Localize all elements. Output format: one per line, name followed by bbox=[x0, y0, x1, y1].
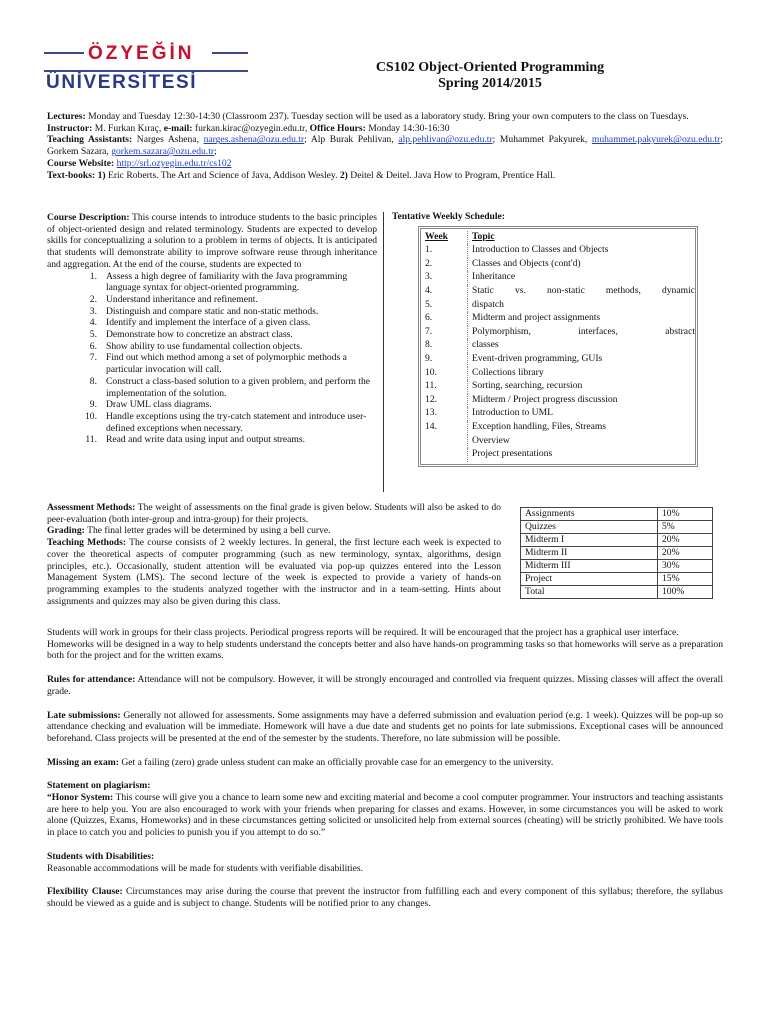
office-hours: Monday 14:30-16:30 bbox=[365, 122, 450, 134]
objective-number: 6. bbox=[89, 340, 97, 352]
textbook-number: 2) bbox=[339, 169, 348, 181]
grade-item: Midterm II bbox=[521, 547, 658, 560]
schedule-row bbox=[421, 244, 695, 258]
policies bbox=[47, 627, 723, 910]
missing-paragraph bbox=[47, 757, 723, 769]
schedule-row bbox=[421, 353, 695, 367]
objectives-list bbox=[71, 271, 377, 447]
plagiarism-text: This course will give you a chance to learn some new and exciting material and become a cool computer programmer. Your instructors and teaching assistants are here to help you. You are also encouraged to work with your friends when preparing for classes and exams. However, in some circumstances you will be asked to work alone (Quizzes, Exams, Homeworks) and in these circumstances getting solicited or unsolicited help from external sources (cheating) will be strictly prohibited. We have tools in place to catch you and policies to punish you if you attempt to do so.” bbox=[47, 792, 723, 839]
schedule-week: 4. bbox=[421, 285, 468, 299]
course-description bbox=[47, 212, 377, 446]
objective-item bbox=[71, 411, 377, 434]
textbooks-line bbox=[47, 170, 723, 182]
schedule-week: 9. bbox=[421, 353, 468, 367]
grade-item: Total bbox=[521, 586, 658, 599]
objective-number: 8. bbox=[89, 375, 97, 387]
grade-percent: 15% bbox=[658, 573, 713, 586]
objective-text: Show ability to use fundamental collection objects. bbox=[106, 340, 303, 352]
schedule-topic: dispatch bbox=[472, 298, 504, 310]
objective-item bbox=[71, 271, 377, 294]
schedule-topic: Overview bbox=[472, 434, 510, 446]
schedule-topic: Exception handling, Files, Streams bbox=[472, 421, 607, 433]
ta-email-link[interactable]: muhammet.pakyurek@ozu.edu.tr bbox=[591, 134, 721, 146]
grade-item: Assignments bbox=[521, 508, 658, 521]
schedule-table bbox=[418, 226, 698, 467]
schedule-title: Tentative Weekly Schedule: bbox=[392, 211, 505, 222]
objective-number: 5. bbox=[89, 329, 97, 341]
schedule-topic: Inheritance bbox=[472, 271, 516, 283]
objective-item bbox=[71, 294, 377, 306]
textbook-number: 1) bbox=[97, 169, 106, 181]
email-label: e-mail: bbox=[163, 122, 193, 134]
course-term: Spring 2014/2015 bbox=[438, 76, 542, 92]
description-label: Course Description: bbox=[47, 212, 130, 223]
plagiarism-label: Statement on plagiarism: bbox=[47, 780, 151, 792]
schedule-row bbox=[421, 407, 695, 421]
logo-rule-top-left bbox=[44, 52, 84, 54]
objective-number: 11. bbox=[85, 434, 97, 446]
schedule-topic: Sorting, searching, recursion bbox=[472, 380, 583, 392]
objective-text: Construct a class-based solution to a given problem, and perform the implementation of the solution. bbox=[106, 375, 371, 399]
schedule-week: 5. bbox=[421, 299, 468, 313]
objective-item bbox=[71, 341, 377, 353]
objective-item bbox=[71, 434, 377, 446]
schedule-topic: Polymorphism, interfaces, abstract bbox=[472, 325, 695, 337]
lectures-text: Monday and Tuesday 12:30-14:30 (Classroom 237). Tuesday section will be used as a laboratory study. Bring your own computers to the class on Tuesdays. bbox=[85, 111, 689, 122]
missing-label: Missing an exam: bbox=[47, 756, 119, 768]
ta-name: Narges Ashena, bbox=[132, 134, 204, 146]
week-header: Week bbox=[421, 231, 468, 245]
schedule-week: 10. bbox=[421, 367, 468, 381]
schedule-week: 11. bbox=[421, 380, 468, 394]
description-paragraph bbox=[47, 212, 377, 271]
grade-item: Midterm I bbox=[521, 534, 658, 547]
objective-item bbox=[71, 399, 377, 411]
objective-number: 3. bbox=[89, 305, 97, 317]
grades-table bbox=[520, 507, 713, 599]
ta-name: ; Gorkem Sazara, bbox=[47, 134, 723, 158]
tas-label: Teaching Assistants: bbox=[47, 134, 133, 146]
objective-text: Draw UML class diagrams. bbox=[106, 399, 212, 411]
schedule-row bbox=[421, 312, 695, 326]
topic-header: Topic bbox=[472, 230, 495, 242]
grade-percent: 5% bbox=[658, 521, 713, 534]
grading-text: The final letter grades will be determined by using a bell curve. bbox=[84, 525, 331, 537]
university-logo bbox=[44, 42, 250, 94]
objective-text: Understand inheritance and refinement. bbox=[106, 293, 258, 305]
attendance-label: Rules for attendance: bbox=[47, 674, 136, 686]
instructor-line bbox=[47, 123, 723, 135]
grade-row bbox=[521, 534, 713, 547]
objective-number: 2. bbox=[89, 293, 97, 305]
column-divider bbox=[383, 212, 384, 492]
instructor-email: furkan.kirac@ozyegin.edu.tr, bbox=[192, 122, 310, 134]
grading-paragraph bbox=[47, 525, 501, 537]
weekly-schedule bbox=[392, 211, 702, 467]
schedule-week: 7. bbox=[421, 326, 468, 340]
grade-item: Midterm III bbox=[521, 560, 658, 573]
schedule-week: 6. bbox=[421, 312, 468, 326]
logo-line1: ÖZYEĞİN bbox=[88, 43, 195, 64]
objective-number: 4. bbox=[89, 317, 97, 329]
schedule-row bbox=[421, 380, 695, 394]
assessment-paragraph bbox=[47, 502, 501, 525]
grade-percent: 30% bbox=[658, 560, 713, 573]
grade-percent: 100% bbox=[658, 586, 713, 599]
objective-number: 7. bbox=[89, 352, 97, 364]
late-text: Generally not allowed for assessments. Some assignments may have a deferred submission and evaluation period (e.g. 1 week). Quizzes will be pop-up so attendance checking and evaluation will be immediate. Homework will have a due date and students get no points for late submissions. Exceptional cases will be announced beforehand. Class projects will be presented at the end of the semester by the students. Therefore, no late submission will be possible. bbox=[47, 709, 723, 744]
website-link[interactable]: http://srl.ozyegin.edu.tr/cs102 bbox=[116, 157, 232, 169]
logo-line2: ÜNİVERSİTESİ bbox=[46, 72, 198, 93]
grade-item: Project bbox=[521, 573, 658, 586]
ta-name: ; Muhammet Pakyurek, bbox=[492, 134, 592, 146]
schedule-row bbox=[421, 285, 695, 299]
description-text: This course intends to introduce students to the basic principles of object-oriented design and related terminology. Students are expected to develop skills for conceptualizing a solution to a problem in terms of objects. It is anticipated that students will demonstrate ability to improve software reuse through inheritance and aggregation. At the end of the course, students are expected to bbox=[47, 212, 378, 270]
assessment-text: The weight of assessments on the final grade is given below. Students will also be asked to do peer-evaluation (both inter-group and intra-group) for their projects. bbox=[47, 502, 501, 525]
schedule-topic: Introduction to UML bbox=[472, 407, 554, 419]
office-hours-label: Office Hours: bbox=[309, 122, 366, 134]
schedule-topic: Midterm and project assignments bbox=[472, 312, 601, 324]
objective-text: Distinguish and compare static and non-static methods. bbox=[106, 305, 319, 317]
page-title bbox=[300, 60, 680, 92]
grade-percent: 20% bbox=[658, 534, 713, 547]
late-label: Late submissions: bbox=[47, 709, 121, 721]
attendance-text: Attendance will not be compulsory. However, it will be strongly encouraged and controlled via frequent quizzes. Missing classes will affect the overall grade. bbox=[47, 674, 723, 697]
grade-row bbox=[521, 560, 713, 573]
schedule-topic: Introduction to Classes and Objects bbox=[472, 244, 609, 256]
plagiarism-heading bbox=[47, 780, 723, 792]
schedule-row bbox=[421, 339, 695, 353]
disabilities-paragraph: Reasonable accommodations will be made for students with verifiable disabilities. bbox=[47, 862, 363, 874]
objective-text: Read and write data using input and output streams. bbox=[106, 434, 306, 446]
grade-row bbox=[521, 508, 713, 521]
assessment-label: Assessment Methods: bbox=[47, 502, 136, 513]
grade-row bbox=[521, 586, 713, 599]
schedule-row bbox=[421, 258, 695, 272]
instructor-label: Instructor: bbox=[47, 122, 93, 134]
objective-text: Identify and implement the interface of a given class. bbox=[106, 317, 311, 329]
schedule-week: 8. bbox=[421, 339, 468, 353]
grade-percent: 10% bbox=[658, 508, 713, 521]
ta-end: ; bbox=[214, 146, 217, 158]
flexibility-text: Circumstances may arise during the course that prevent the instructor from fulfilling each and every component of this syllabus; therefore, the syllabus should be viewed as a guide and is subject to change. Students will be notified prior to any changes. bbox=[47, 886, 723, 909]
textbook-2: Deitel & Deitel. Java How to Program, Prentice Hall. bbox=[347, 169, 556, 181]
schedule-row bbox=[421, 394, 695, 408]
schedule-topic: classes bbox=[472, 339, 499, 351]
objective-text: Handle exceptions using the try-catch statement and introduce user-defined exceptions when necessary. bbox=[106, 410, 367, 434]
schedule-row bbox=[421, 421, 695, 435]
teaching-label: Teaching Methods: bbox=[47, 537, 127, 549]
grade-percent: 20% bbox=[658, 547, 713, 560]
schedule-row bbox=[421, 326, 695, 340]
disabilities-label: Students with Disabilities: bbox=[47, 850, 155, 862]
grades-table-wrap bbox=[520, 507, 713, 599]
schedule-week bbox=[421, 448, 468, 462]
schedule-header bbox=[421, 231, 695, 245]
objective-item bbox=[71, 352, 377, 375]
schedule-topic: Project presentations bbox=[472, 448, 553, 460]
schedule-week: 2. bbox=[421, 258, 468, 272]
textbook-1: Eric Roberts. The Art and Science of Java, Addison Wesley. bbox=[105, 169, 340, 181]
schedule-row bbox=[421, 271, 695, 285]
disabilities-heading bbox=[47, 851, 723, 863]
grade-row bbox=[521, 521, 713, 534]
schedule-week bbox=[421, 435, 468, 449]
textbooks-label: Text-books: bbox=[47, 169, 96, 181]
schedule-row bbox=[421, 299, 695, 313]
schedule-week: 12. bbox=[421, 394, 468, 408]
schedule-row bbox=[421, 367, 695, 381]
schedule-row bbox=[421, 435, 695, 449]
logo-rule-top-right bbox=[212, 52, 248, 54]
missing-text: Get a failing (zero) grade unless student can make an officially provable case for an emergency to the university. bbox=[118, 756, 554, 768]
schedule-topic: Static vs. non-static methods, dynamic bbox=[472, 285, 695, 297]
grading-label: Grading: bbox=[47, 525, 85, 537]
plagiarism-paragraph bbox=[47, 792, 723, 839]
grade-row bbox=[521, 547, 713, 560]
website-line bbox=[47, 158, 723, 170]
ta-email-link[interactable]: alp.pehlivan@ozu.edu.tr bbox=[398, 134, 493, 146]
grade-row bbox=[521, 573, 713, 586]
objective-number: 10. bbox=[85, 410, 97, 422]
schedule-week: 3. bbox=[421, 271, 468, 285]
objective-text: Find out which method among a set of polymorphic methods a particular invocation will call. bbox=[106, 352, 347, 376]
objective-item bbox=[71, 329, 377, 341]
schedule-topic: Midterm / Project progress discussion bbox=[472, 393, 618, 405]
assessment-section bbox=[47, 502, 501, 607]
honor-label: “Honor System: bbox=[47, 792, 114, 804]
objective-item bbox=[71, 317, 377, 329]
grade-item: Quizzes bbox=[521, 521, 658, 534]
late-paragraph bbox=[47, 710, 723, 745]
objective-text: Demonstrate how to concretize an abstract class. bbox=[106, 329, 293, 341]
ta-email-link[interactable]: gorkem.sazara@ozu.edu.tr bbox=[111, 146, 215, 158]
objective-item bbox=[71, 376, 377, 399]
schedule-week: 1. bbox=[421, 244, 468, 258]
flexibility-label: Flexibility Clause: bbox=[47, 886, 123, 898]
schedule-topic: Collections library bbox=[472, 366, 544, 378]
ta-name: ; Alp Burak Pehlivan, bbox=[304, 134, 399, 146]
attendance-paragraph bbox=[47, 674, 723, 697]
ta-email-link[interactable]: narges.ashena@ozu.edu.tr bbox=[203, 134, 305, 146]
course-info bbox=[47, 111, 723, 181]
homework-paragraph: Homeworks will be designed in a way to help students understand the concepts better and also have hands-on programming tasks so that homeworks will serve as a preparation both for the project and for the written exams. bbox=[47, 638, 723, 662]
objective-number: 1. bbox=[89, 270, 97, 282]
course-title: CS102 Object-Oriented Programming bbox=[375, 60, 605, 75]
tas-line bbox=[47, 134, 723, 157]
schedule-week: 13. bbox=[421, 407, 468, 421]
teaching-text: The course consists of 2 weekly lectures. In general, the first lecture each week is expected to cover the theoretical aspects of computer programming (such as new terminology, syntax, algorithms, design principles, etc.). Occasionally, student attention will be evaluated via pop-up quizzes entered into the Lesson Management System (LMS). The second lecture of the week is expected to provide a variety of hands-on programming examples to the students analyzed together with the instructor and in a team-setting. Hints about assignments and quizzes may also be given during this class. bbox=[47, 537, 501, 607]
objective-item bbox=[71, 306, 377, 318]
instructor-name: M. Furkan Kıraç, bbox=[92, 122, 164, 134]
groups-paragraph: Students will work in groups for their class projects. Periodical progress reports will be required. It will be encouraged that the project has a graphical user interface. bbox=[47, 627, 679, 638]
flexibility-paragraph bbox=[47, 886, 723, 909]
schedule-topic: Classes and Objects (cont'd) bbox=[472, 257, 581, 269]
schedule-week: 14. bbox=[421, 421, 468, 435]
objective-number: 9. bbox=[89, 399, 97, 411]
lectures-label: Lectures: bbox=[47, 111, 86, 122]
schedule-row bbox=[421, 448, 695, 462]
objective-text: Assess a high degree of familiarity with the Java programming language syntax for object-oriented programming. bbox=[106, 270, 348, 294]
lectures-line bbox=[47, 111, 723, 123]
teaching-paragraph bbox=[47, 537, 501, 607]
website-label: Course Website: bbox=[47, 157, 115, 169]
schedule-topic: Event-driven programming, GUIs bbox=[472, 353, 603, 365]
